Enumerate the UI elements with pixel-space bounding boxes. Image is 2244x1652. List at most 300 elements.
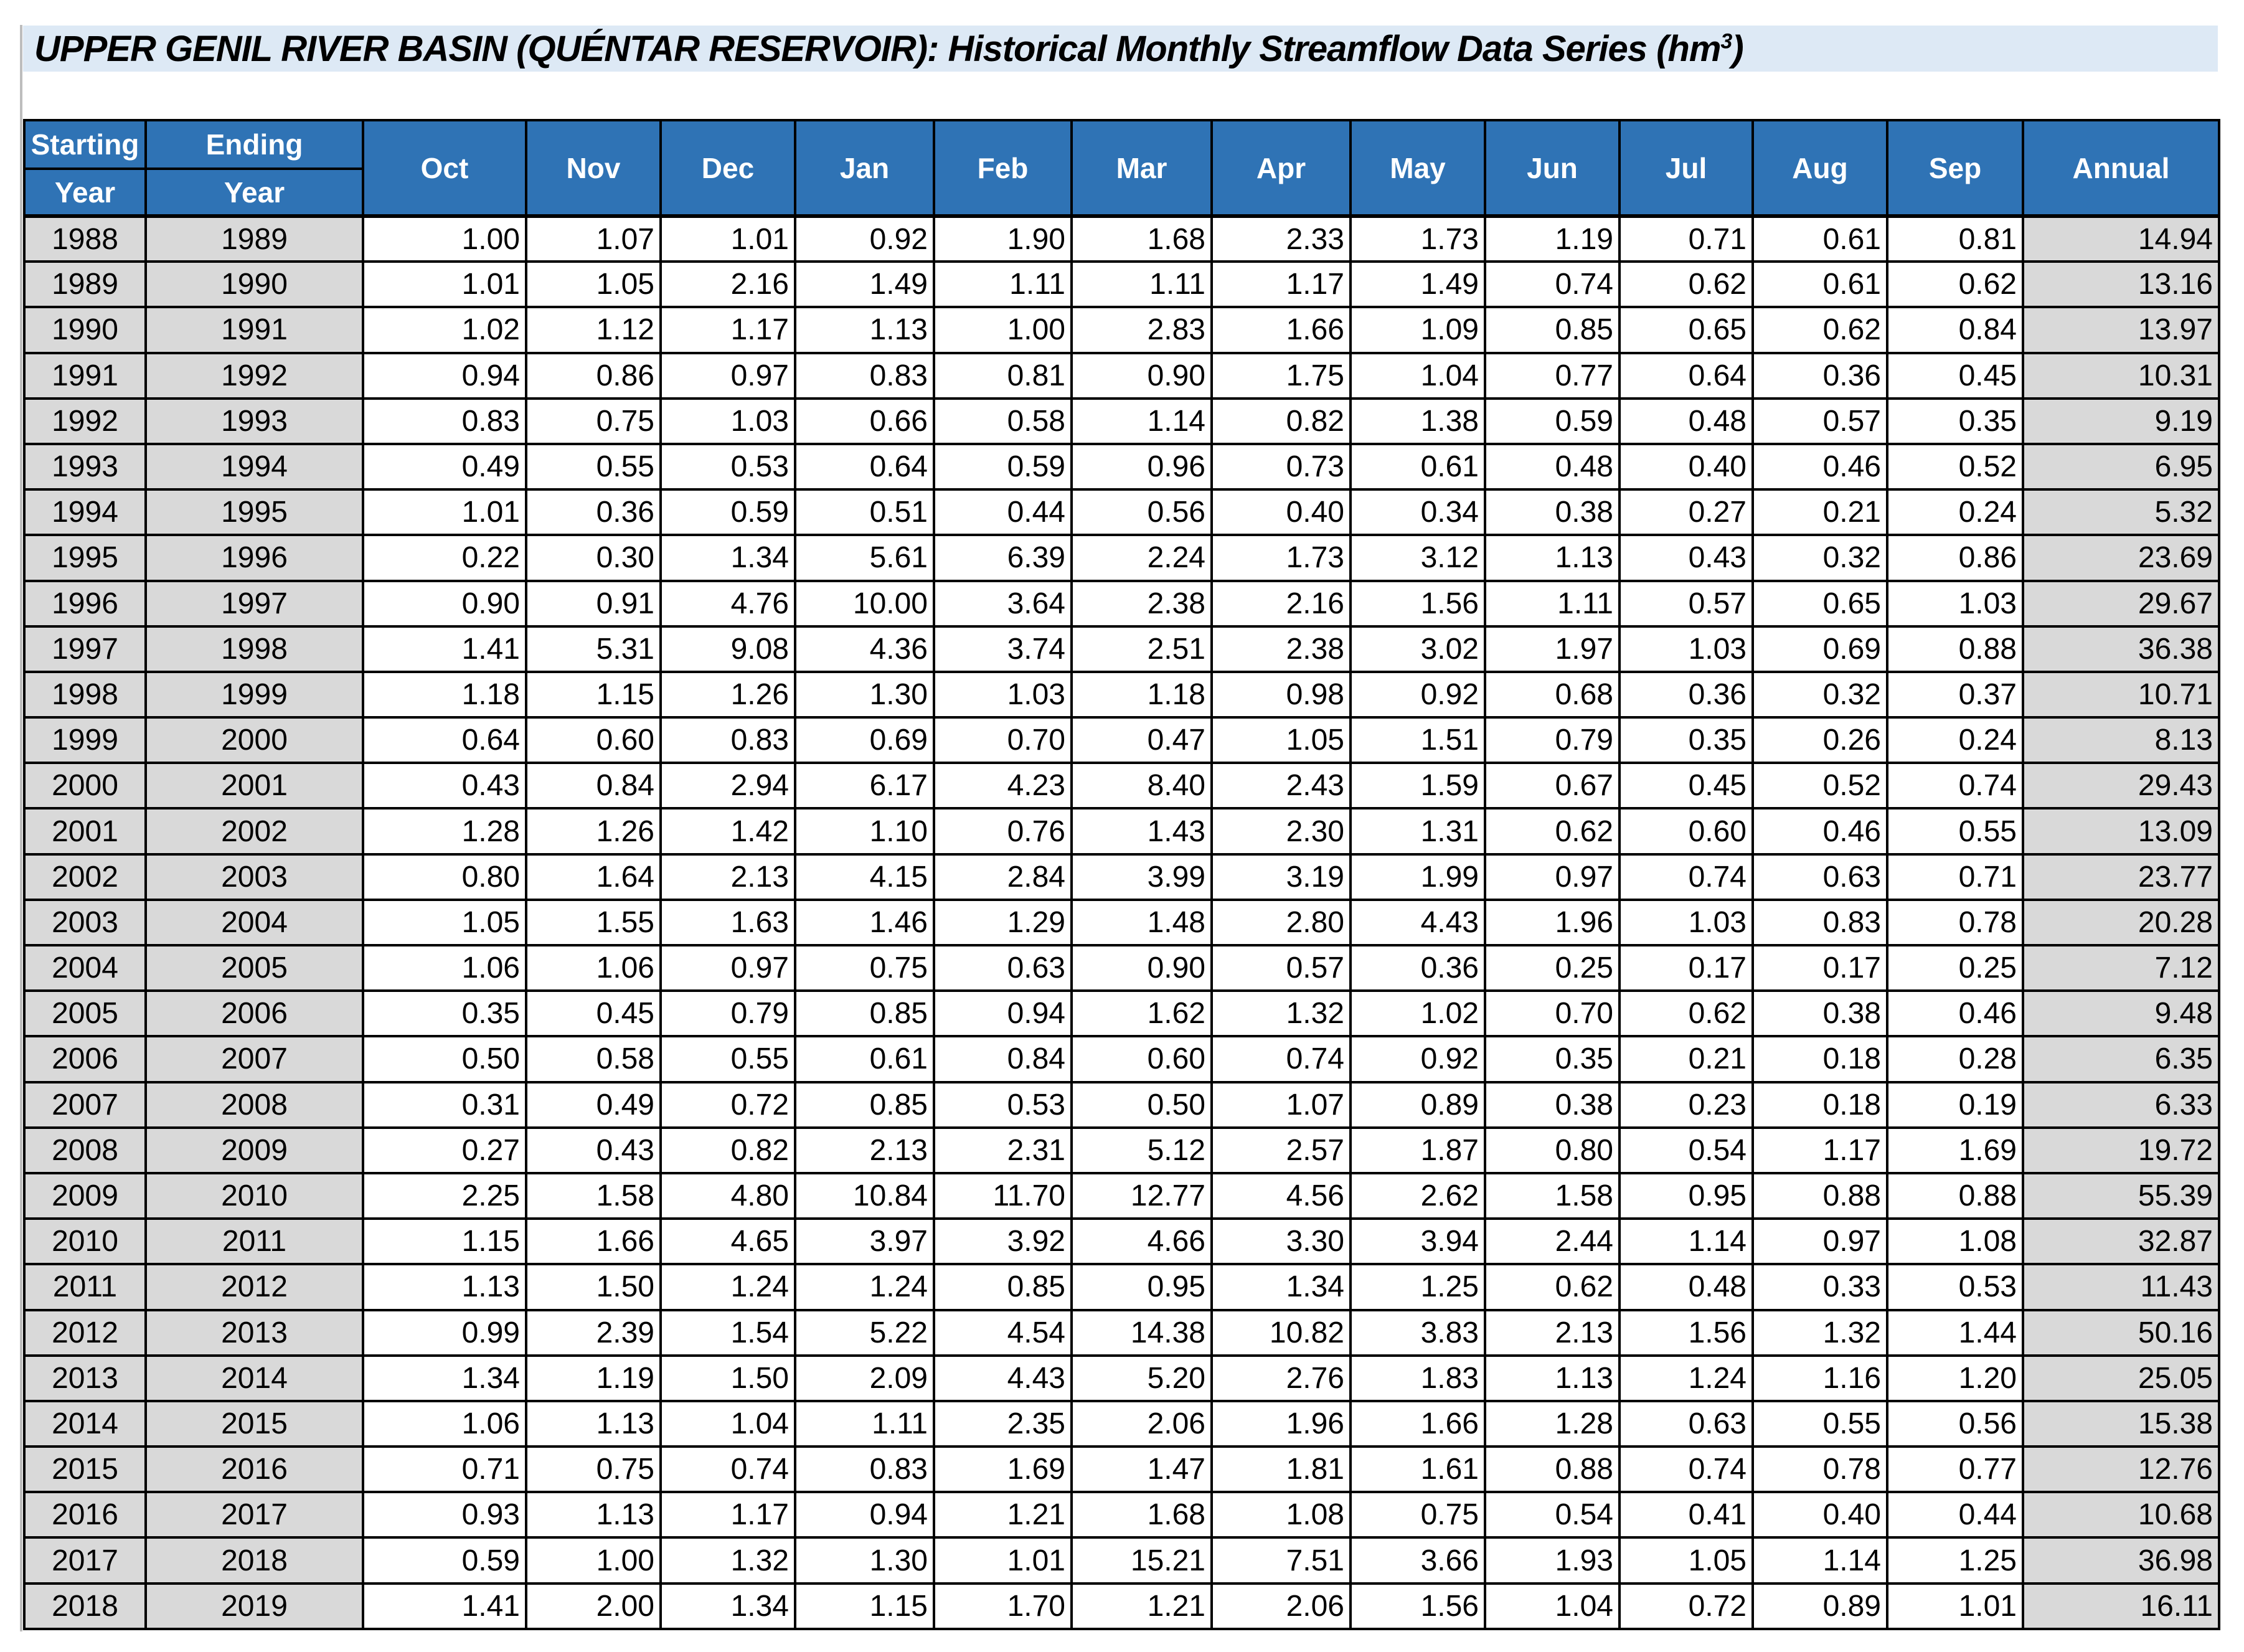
cell-nov: 0.43: [526, 1128, 661, 1173]
cell-jan: 0.61: [795, 1036, 934, 1082]
cell-ending-year: 1991: [146, 307, 363, 352]
header-ending: Ending: [146, 120, 363, 169]
cell-mar: 12.77: [1072, 1173, 1212, 1219]
cell-nov: 0.58: [526, 1036, 661, 1082]
cell-ending-year: 2014: [146, 1356, 363, 1401]
cell-feb: 2.35: [934, 1401, 1072, 1447]
cell-nov: 0.30: [526, 535, 661, 580]
cell-oct: 0.35: [363, 991, 526, 1036]
cell-jun: 0.97: [1485, 854, 1619, 900]
cell-sep: 0.71: [1887, 854, 2023, 900]
cell-nov: 1.55: [526, 900, 661, 945]
cell-mar: 1.18: [1072, 672, 1212, 717]
cell-starting-year: 2007: [24, 1082, 146, 1128]
cell-aug: 0.65: [1753, 581, 1887, 626]
cell-feb: 1.70: [934, 1584, 1072, 1629]
cell-may: 1.66: [1351, 1401, 1485, 1447]
cell-oct: 0.93: [363, 1492, 526, 1537]
header-jul: Jul: [1619, 120, 1753, 216]
cell-aug: 0.46: [1753, 444, 1887, 489]
cell-apr: 0.57: [1212, 945, 1351, 991]
cell-may: 1.87: [1351, 1128, 1485, 1173]
sheet-left-rule: [20, 25, 22, 1631]
cell-ending-year: 2019: [146, 1584, 363, 1629]
cell-starting-year: 2012: [24, 1310, 146, 1356]
cell-nov: 2.39: [526, 1310, 661, 1356]
cell-jun: 0.48: [1485, 444, 1619, 489]
cell-ending-year: 2010: [146, 1173, 363, 1219]
cell-aug: 0.36: [1753, 353, 1887, 399]
cell-dec: 0.83: [661, 717, 795, 763]
cell-feb: 1.01: [934, 1537, 1072, 1583]
cell-may: 1.04: [1351, 353, 1485, 399]
cell-sep: 1.25: [1887, 1537, 2023, 1583]
cell-may: 0.61: [1351, 444, 1485, 489]
cell-ending-year: 2001: [146, 763, 363, 808]
table-row: [24, 1447, 2219, 1492]
cell-jan: 1.15: [795, 1584, 934, 1629]
table-row: [24, 444, 2219, 489]
table-row: [24, 1128, 2219, 1173]
cell-may: 0.92: [1351, 1036, 1485, 1082]
cell-nov: 1.50: [526, 1264, 661, 1310]
cell-dec: 9.08: [661, 626, 795, 672]
cell-apr: 1.96: [1212, 1401, 1351, 1447]
cell-jun: 0.25: [1485, 945, 1619, 991]
cell-jun: 0.67: [1485, 763, 1619, 808]
cell-feb: 4.43: [934, 1356, 1072, 1401]
cell-annual: 50.16: [2023, 1310, 2219, 1356]
cell-annual: 13.97: [2023, 307, 2219, 352]
cell-mar: 1.62: [1072, 991, 1212, 1036]
table-row: [24, 763, 2219, 808]
cell-jul: 0.71: [1619, 216, 1753, 262]
cell-jan: 2.09: [795, 1356, 934, 1401]
page-title: [23, 28, 1743, 70]
cell-nov: 1.13: [526, 1492, 661, 1537]
cell-may: 1.49: [1351, 262, 1485, 307]
cell-jul: 1.05: [1619, 1537, 1753, 1583]
cell-ending-year: 1990: [146, 262, 363, 307]
cell-annual: 12.76: [2023, 1447, 2219, 1492]
cell-nov: 1.26: [526, 808, 661, 854]
cell-sep: 0.35: [1887, 399, 2023, 444]
cell-may: 1.59: [1351, 763, 1485, 808]
cell-may: 1.38: [1351, 399, 1485, 444]
header-dec: Dec: [661, 120, 795, 216]
cell-may: 0.34: [1351, 489, 1485, 535]
table-row: [24, 1492, 2219, 1537]
cell-mar: 1.11: [1072, 262, 1212, 307]
cell-feb: 0.53: [934, 1082, 1072, 1128]
cell-apr: 2.06: [1212, 1584, 1351, 1629]
cell-feb: 0.59: [934, 444, 1072, 489]
cell-nov: 1.66: [526, 1219, 661, 1264]
cell-apr: 0.74: [1212, 1036, 1351, 1082]
cell-dec: 0.79: [661, 991, 795, 1036]
cell-aug: 0.63: [1753, 854, 1887, 900]
cell-aug: 0.78: [1753, 1447, 1887, 1492]
cell-may: 1.51: [1351, 717, 1485, 763]
cell-nov: 1.64: [526, 854, 661, 900]
cell-sep: 0.81: [1887, 216, 2023, 262]
cell-sep: 0.37: [1887, 672, 2023, 717]
cell-aug: 0.57: [1753, 399, 1887, 444]
cell-nov: 1.19: [526, 1356, 661, 1401]
cell-jan: 1.13: [795, 307, 934, 352]
cell-oct: 0.80: [363, 854, 526, 900]
cell-annual: 15.38: [2023, 1401, 2219, 1447]
cell-jul: 0.27: [1619, 489, 1753, 535]
header-jun: Jun: [1485, 120, 1619, 216]
cell-nov: 1.58: [526, 1173, 661, 1219]
cell-ending-year: 1996: [146, 535, 363, 580]
cell-feb: 1.21: [934, 1492, 1072, 1537]
cell-sep: 0.28: [1887, 1036, 2023, 1082]
cell-ending-year: 2006: [146, 991, 363, 1036]
cell-nov: 1.05: [526, 262, 661, 307]
header-apr: Apr: [1212, 120, 1351, 216]
cell-aug: 0.88: [1753, 1173, 1887, 1219]
cell-jul: 1.03: [1619, 626, 1753, 672]
cell-nov: 0.86: [526, 353, 661, 399]
cell-dec: 4.80: [661, 1173, 795, 1219]
cell-nov: 1.15: [526, 672, 661, 717]
cell-feb: 0.70: [934, 717, 1072, 763]
cell-nov: 1.12: [526, 307, 661, 352]
table-row: [24, 854, 2219, 900]
cell-jan: 0.83: [795, 1447, 934, 1492]
cell-jun: 2.44: [1485, 1219, 1619, 1264]
cell-annual: 14.94: [2023, 216, 2219, 262]
title-close-paren: ): [1732, 28, 1743, 69]
cell-sep: 0.52: [1887, 444, 2023, 489]
title-bar: [23, 26, 2218, 72]
cell-may: 3.12: [1351, 535, 1485, 580]
cell-apr: 3.30: [1212, 1219, 1351, 1264]
header-nov: Nov: [526, 120, 661, 216]
cell-starting-year: 2002: [24, 854, 146, 900]
table-row: [24, 353, 2219, 399]
table-row: [24, 808, 2219, 854]
cell-jan: 10.84: [795, 1173, 934, 1219]
cell-nov: 0.75: [526, 399, 661, 444]
cell-annual: 6.33: [2023, 1082, 2219, 1128]
cell-jan: 0.94: [795, 1492, 934, 1537]
table-row: [24, 945, 2219, 991]
cell-ending-year: 2004: [146, 900, 363, 945]
cell-ending-year: 1993: [146, 399, 363, 444]
cell-apr: 2.38: [1212, 626, 1351, 672]
cell-may: 1.31: [1351, 808, 1485, 854]
table-row: [24, 535, 2219, 580]
cell-mar: 5.12: [1072, 1128, 1212, 1173]
cell-feb: 11.70: [934, 1173, 1072, 1219]
cell-jun: 1.13: [1485, 1356, 1619, 1401]
cell-dec: 1.17: [661, 307, 795, 352]
cell-annual: 23.77: [2023, 854, 2219, 900]
header-ending-year: Year: [146, 169, 363, 216]
cell-may: 1.02: [1351, 991, 1485, 1036]
cell-oct: 0.59: [363, 1537, 526, 1583]
cell-apr: 1.81: [1212, 1447, 1351, 1492]
cell-starting-year: 2018: [24, 1584, 146, 1629]
header-jan: Jan: [795, 120, 934, 216]
cell-jun: 0.62: [1485, 1264, 1619, 1310]
cell-sep: 1.20: [1887, 1356, 2023, 1401]
cell-may: 3.83: [1351, 1310, 1485, 1356]
cell-jan: 1.49: [795, 262, 934, 307]
cell-ending-year: 2008: [146, 1082, 363, 1128]
cell-dec: 0.72: [661, 1082, 795, 1128]
cell-nov: 0.60: [526, 717, 661, 763]
cell-apr: 0.82: [1212, 399, 1351, 444]
table-row: [24, 900, 2219, 945]
cell-sep: 0.45: [1887, 353, 2023, 399]
cell-apr: 2.57: [1212, 1128, 1351, 1173]
cell-starting-year: 2005: [24, 991, 146, 1036]
cell-ending-year: 1998: [146, 626, 363, 672]
cell-ending-year: 1989: [146, 216, 363, 262]
cell-annual: 20.28: [2023, 900, 2219, 945]
cell-mar: 5.20: [1072, 1356, 1212, 1401]
cell-annual: 32.87: [2023, 1219, 2219, 1264]
cell-oct: 1.15: [363, 1219, 526, 1264]
cell-jul: 0.95: [1619, 1173, 1753, 1219]
cell-dec: 2.94: [661, 763, 795, 808]
cell-annual: 23.69: [2023, 535, 2219, 580]
cell-jan: 0.64: [795, 444, 934, 489]
cell-mar: 2.24: [1072, 535, 1212, 580]
cell-nov: 1.13: [526, 1401, 661, 1447]
cell-starting-year: 1996: [24, 581, 146, 626]
cell-jun: 0.38: [1485, 1082, 1619, 1128]
table-row: [24, 1356, 2219, 1401]
cell-jun: 1.97: [1485, 626, 1619, 672]
cell-jul: 0.62: [1619, 262, 1753, 307]
cell-mar: 1.68: [1072, 216, 1212, 262]
cell-mar: 0.95: [1072, 1264, 1212, 1310]
cell-may: 3.94: [1351, 1219, 1485, 1264]
cell-apr: 1.32: [1212, 991, 1351, 1036]
cell-jul: 0.36: [1619, 672, 1753, 717]
cell-ending-year: 2016: [146, 1447, 363, 1492]
header-aug: Aug: [1753, 120, 1887, 216]
cell-aug: 1.17: [1753, 1128, 1887, 1173]
cell-feb: 1.90: [934, 216, 1072, 262]
cell-starting-year: 2009: [24, 1173, 146, 1219]
cell-jan: 1.24: [795, 1264, 934, 1310]
cell-jul: 0.48: [1619, 1264, 1753, 1310]
cell-starting-year: 2010: [24, 1219, 146, 1264]
cell-annual: 5.32: [2023, 489, 2219, 535]
cell-may: 1.83: [1351, 1356, 1485, 1401]
cell-oct: 0.50: [363, 1036, 526, 1082]
cell-annual: 8.13: [2023, 717, 2219, 763]
cell-jan: 1.10: [795, 808, 934, 854]
cell-jan: 0.83: [795, 353, 934, 399]
cell-dec: 1.50: [661, 1356, 795, 1401]
title-text: UPPER GENIL RIVER BASIN (QUÉNTAR RESERVOIR): Historical Monthly Streamflow Data Series (hm: [34, 28, 1721, 69]
cell-oct: 2.25: [363, 1173, 526, 1219]
cell-mar: 1.14: [1072, 399, 1212, 444]
cell-jan: 10.00: [795, 581, 934, 626]
cell-feb: 0.81: [934, 353, 1072, 399]
table-row: [24, 1036, 2219, 1082]
cell-jan: 1.30: [795, 1537, 934, 1583]
cell-feb: 3.74: [934, 626, 1072, 672]
cell-sep: 0.19: [1887, 1082, 2023, 1128]
cell-starting-year: 1989: [24, 262, 146, 307]
cell-oct: 0.83: [363, 399, 526, 444]
cell-jan: 1.30: [795, 672, 934, 717]
cell-oct: 1.00: [363, 216, 526, 262]
cell-ending-year: 2000: [146, 717, 363, 763]
cell-jun: 1.04: [1485, 1584, 1619, 1629]
cell-starting-year: 1995: [24, 535, 146, 580]
table-row: [24, 216, 2219, 262]
table-row: [24, 307, 2219, 352]
cell-jul: 0.54: [1619, 1128, 1753, 1173]
cell-oct: 0.49: [363, 444, 526, 489]
cell-ending-year: 1995: [146, 489, 363, 535]
cell-mar: 4.66: [1072, 1219, 1212, 1264]
cell-apr: 3.19: [1212, 854, 1351, 900]
cell-dec: 1.26: [661, 672, 795, 717]
cell-ending-year: 2005: [146, 945, 363, 991]
cell-jan: 0.75: [795, 945, 934, 991]
cell-jul: 0.64: [1619, 353, 1753, 399]
cell-apr: 0.40: [1212, 489, 1351, 535]
cell-aug: 0.33: [1753, 1264, 1887, 1310]
cell-oct: 0.27: [363, 1128, 526, 1173]
cell-may: 1.56: [1351, 581, 1485, 626]
cell-feb: 4.54: [934, 1310, 1072, 1356]
cell-oct: 0.99: [363, 1310, 526, 1356]
cell-oct: 0.71: [363, 1447, 526, 1492]
cell-ending-year: 1997: [146, 581, 363, 626]
cell-jan: 6.17: [795, 763, 934, 808]
cell-jan: 4.15: [795, 854, 934, 900]
cell-oct: 1.06: [363, 945, 526, 991]
cell-apr: 1.75: [1212, 353, 1351, 399]
header-sep: Sep: [1887, 120, 2023, 216]
cell-nov: 0.84: [526, 763, 661, 808]
cell-starting-year: 1999: [24, 717, 146, 763]
cell-starting-year: 1991: [24, 353, 146, 399]
cell-starting-year: 2008: [24, 1128, 146, 1173]
header-oct: Oct: [363, 120, 526, 216]
cell-may: 0.36: [1351, 945, 1485, 991]
cell-annual: 16.11: [2023, 1584, 2219, 1629]
cell-jun: 0.70: [1485, 991, 1619, 1036]
cell-apr: 0.98: [1212, 672, 1351, 717]
cell-jun: 0.80: [1485, 1128, 1619, 1173]
header-annual: Annual: [2023, 120, 2219, 216]
cell-ending-year: 2009: [146, 1128, 363, 1173]
table-row: [24, 1537, 2219, 1583]
cell-feb: 1.00: [934, 307, 1072, 352]
cell-annual: 13.16: [2023, 262, 2219, 307]
cell-jan: 4.36: [795, 626, 934, 672]
cell-sep: 1.03: [1887, 581, 2023, 626]
cell-may: 2.62: [1351, 1173, 1485, 1219]
cell-ending-year: 2002: [146, 808, 363, 854]
cell-aug: 1.14: [1753, 1537, 1887, 1583]
cell-feb: 0.58: [934, 399, 1072, 444]
cell-feb: 0.85: [934, 1264, 1072, 1310]
cell-mar: 1.47: [1072, 1447, 1212, 1492]
cell-jun: 0.68: [1485, 672, 1619, 717]
cell-dec: 1.17: [661, 1492, 795, 1537]
header-may: May: [1351, 120, 1485, 216]
cell-apr: 1.73: [1212, 535, 1351, 580]
table-row: [24, 991, 2219, 1036]
cell-apr: 2.76: [1212, 1356, 1351, 1401]
cell-jul: 0.60: [1619, 808, 1753, 854]
cell-jan: 0.92: [795, 216, 934, 262]
cell-may: 1.09: [1351, 307, 1485, 352]
cell-sep: 0.77: [1887, 1447, 2023, 1492]
cell-apr: 7.51: [1212, 1537, 1351, 1583]
cell-aug: 0.61: [1753, 216, 1887, 262]
cell-oct: 1.41: [363, 1584, 526, 1629]
cell-feb: 1.69: [934, 1447, 1072, 1492]
cell-aug: 0.46: [1753, 808, 1887, 854]
cell-feb: 1.29: [934, 900, 1072, 945]
cell-mar: 14.38: [1072, 1310, 1212, 1356]
cell-apr: 1.66: [1212, 307, 1351, 352]
cell-mar: 1.68: [1072, 1492, 1212, 1537]
cell-ending-year: 2003: [146, 854, 363, 900]
cell-oct: 0.94: [363, 353, 526, 399]
table-row: [24, 1219, 2219, 1264]
cell-mar: 2.83: [1072, 307, 1212, 352]
cell-dec: 0.53: [661, 444, 795, 489]
cell-apr: 2.16: [1212, 581, 1351, 626]
cell-may: 0.75: [1351, 1492, 1485, 1537]
cell-nov: 1.00: [526, 1537, 661, 1583]
cell-dec: 1.34: [661, 1584, 795, 1629]
cell-may: 1.25: [1351, 1264, 1485, 1310]
cell-may: 1.61: [1351, 1447, 1485, 1492]
cell-oct: 0.22: [363, 535, 526, 580]
cell-jan: 0.66: [795, 399, 934, 444]
cell-annual: 19.72: [2023, 1128, 2219, 1173]
cell-starting-year: 1993: [24, 444, 146, 489]
cell-oct: 1.34: [363, 1356, 526, 1401]
cell-may: 3.02: [1351, 626, 1485, 672]
cell-starting-year: 1997: [24, 626, 146, 672]
cell-sep: 0.53: [1887, 1264, 2023, 1310]
cell-ending-year: 2018: [146, 1537, 363, 1583]
cell-ending-year: 2011: [146, 1219, 363, 1264]
cell-sep: 0.74: [1887, 763, 2023, 808]
cell-sep: 0.88: [1887, 626, 2023, 672]
cell-starting-year: 2001: [24, 808, 146, 854]
cell-annual: 6.35: [2023, 1036, 2219, 1082]
cell-jan: 1.46: [795, 900, 934, 945]
cell-jun: 1.13: [1485, 535, 1619, 580]
cell-apr: 4.56: [1212, 1173, 1351, 1219]
table-row: [24, 1401, 2219, 1447]
cell-annual: 29.67: [2023, 581, 2219, 626]
cell-mar: 1.48: [1072, 900, 1212, 945]
cell-jun: 1.28: [1485, 1401, 1619, 1447]
cell-aug: 0.89: [1753, 1584, 1887, 1629]
cell-apr: 2.43: [1212, 763, 1351, 808]
cell-dec: 1.04: [661, 1401, 795, 1447]
